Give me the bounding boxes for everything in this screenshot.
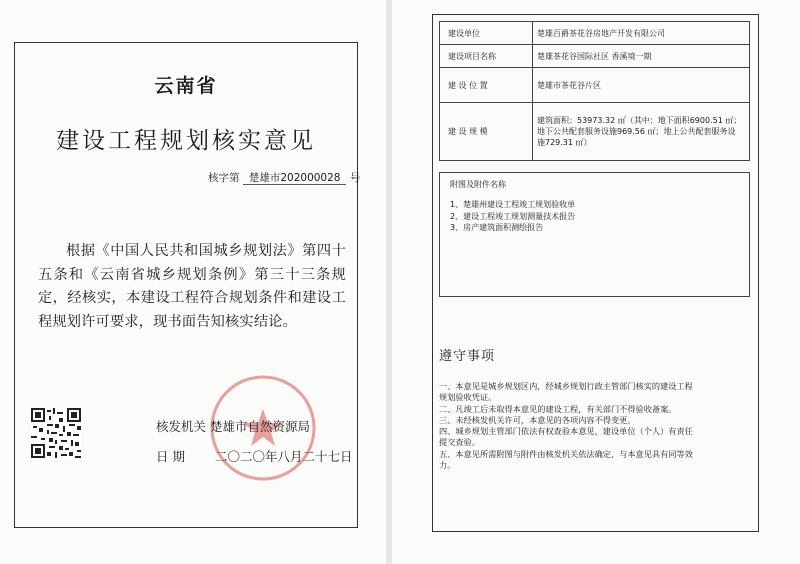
list-item: 规划验收凭证。 [439, 392, 497, 403]
table-row [440, 103, 750, 161]
attachments-box [439, 172, 750, 297]
row-label: 建设项目名称 [440, 45, 533, 68]
list-item: 2、建设工程竣工规划测量技术报告 [450, 211, 576, 221]
table-row [440, 22, 750, 45]
list-item: 提交查验。 [439, 437, 480, 448]
list-item: 五、本意见所需附图与附件由核发机关依法确定，与本意见具有同等效 [439, 448, 693, 459]
issuer-name: 楚雄市自然资源局 [210, 419, 311, 434]
list-item: 四、城乡规划主管部门依法有权查验本意见，建设单位（个人）有责任 [439, 426, 693, 437]
table-row [440, 45, 750, 68]
row-value: 楚雄市茶花谷片区 [533, 68, 750, 103]
reference-suffix: 号 [349, 172, 361, 184]
scale-line: 地下公共配套服务设施969.56 ㎡；地上公共配套服务设 [537, 127, 736, 136]
details-page [392, 0, 800, 564]
certificate-frame [14, 42, 361, 528]
reference-line [208, 170, 360, 185]
row-value: 楚雄百爵茶花谷房地产开发有限公司 [533, 22, 750, 45]
list-item: 一、本意见是城乡规划区内，经城乡规划行政主管部门核实的建设工程 [439, 381, 693, 391]
list-item: 力。 [439, 460, 456, 471]
list-item: 三、未经核发机关许可，本意见的各项内容不得变更。 [439, 414, 636, 425]
table-row [440, 68, 750, 103]
document-title: 建设工程规划核实意见 [56, 128, 316, 154]
row-value [533, 103, 750, 161]
reference-number: 楚雄市202000028 [243, 172, 347, 185]
notice-heading: 遵守事项 [439, 349, 496, 364]
province-title: 云南省 [154, 75, 218, 97]
project-info-table [439, 21, 750, 161]
list-item: 1、楚雄州建设工程竣工规划验收单 [450, 200, 576, 209]
row-label: 建 设 位 置 [440, 68, 533, 103]
list-item: 3、房产建筑面积测绘报告 [450, 223, 544, 232]
qr-code-icon [31, 408, 81, 458]
date-label: 日 期 [156, 449, 185, 464]
list-item: 二、凡竣工后未取得本意见的建设工程，有关部门不得验收备案。 [439, 403, 677, 414]
issuer-line [156, 417, 310, 435]
notice-list [439, 381, 751, 471]
row-value: 楚雄茶花谷国际社区 香溪境一期 [533, 45, 750, 68]
issue-date-line [156, 447, 353, 465]
details-frame [432, 14, 759, 532]
reference-prefix: 核字第 [208, 172, 240, 184]
attachments-list [450, 199, 575, 234]
row-label: 建设单位 [440, 22, 533, 45]
verification-statement: 根据《中国人民共和国城乡规划法》第四十五条和《云南省城乡规划条例》第三十三条规定，经核实，本建设工程符合规划条件和建设工程规划许可要求，现书面告知核实结论。 [38, 243, 346, 330]
row-label: 建 设 规 模 [440, 103, 533, 161]
certificate-page [0, 0, 386, 564]
scale-line: 建筑面积：53973.32 ㎡（其中：地下面积6900.51 ㎡； [537, 116, 742, 125]
scale-line: 施729.31 ㎡） [537, 138, 592, 147]
attachments-title: 附图及附件名称 [450, 180, 506, 189]
issuer-label: 核发机关 [156, 419, 207, 434]
issue-date: 二〇二〇年八月二十七日 [214, 449, 353, 464]
